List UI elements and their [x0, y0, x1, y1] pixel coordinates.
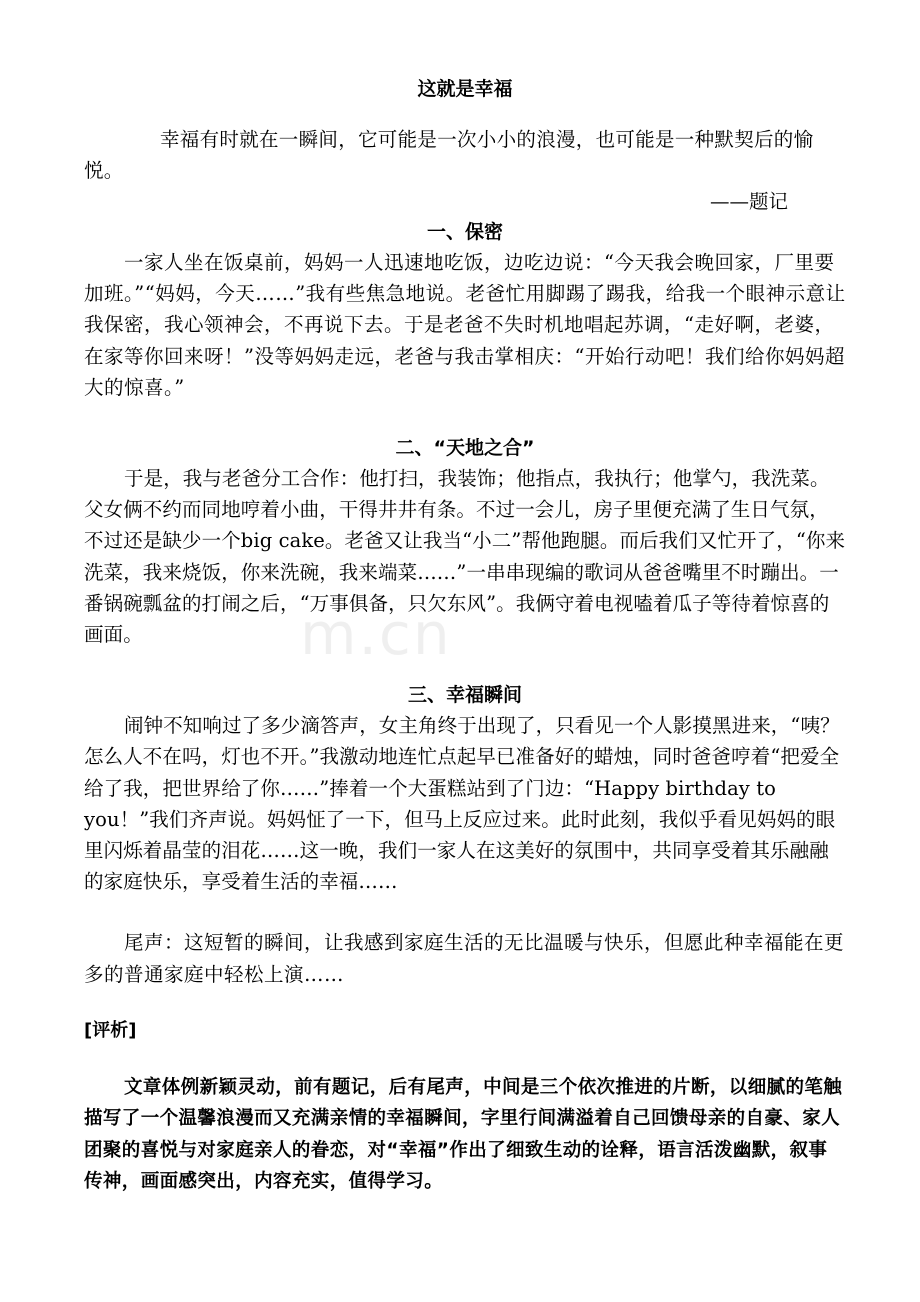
- section-2: [84, 433, 846, 650]
- section-heading: 二、“天地之合”: [395, 437, 535, 460]
- section-1: [84, 217, 846, 403]
- section-heading: 三、幸福瞬间: [407, 684, 522, 707]
- section-paragraph: 闹钟不知响过了多少滴答声，女主角终于出现了，只看见一个人影摸黑进来，“咦？怎么人不在吗，灯也不开。”我激动地连忙点起早已准备好的蜡烛，同时爸爸哼着“把爱全给了我，把世界给了你……”捧着一个大蛋糕站到了门边：“Happy birthday to you！”我们齐声说。妈妈怔了一下，但马上反应过来。此时此刻，我似乎看见妈妈的眼里闪烁着晶莹的泪花……这一晚，我们一家人在这美好的氛围中，共同享受着其乐融融的家庭快乐，享受着生活的幸福……: [84, 714, 840, 894]
- comment-label: [评析]: [84, 1019, 137, 1041]
- inscription: 幸福有时就在一瞬间，它可能是一次小小的浪漫，也可能是一种默契后的愉悦。: [84, 128, 814, 182]
- inscription-signature: ——题记: [709, 190, 788, 213]
- document-title: 这就是幸福: [417, 78, 513, 100]
- epilogue: 尾声：这短暂的瞬间，让我感到家庭生活的无比温暖与快乐，但愿此种幸福能在更多的普通家庭中轻松上演……: [84, 931, 845, 986]
- watermark: m.cn: [300, 600, 452, 668]
- section-paragraph: 于是，我与老爸分工合作：他打扫，我装饰；他指点，我执行；他掌勺，我洗菜。父女俩不约而同地哼着小曲，干得井井有条。不过一会儿，房子里便充满了生日气氛，不过还是缺少一个big cake。老爸又让我当“小二”帮他跑腿。而后我们又忙开了，“你来洗菜，我来烧饭，你来洗碗，我来端菜……”一串串现编的歌词从爸爸嘴里不时蹦出。一番锅碗瓢盆的打闹之后，“万事俱备，只欠东风”。我俩守着电视嗑着瓜子等待着惊喜的画面。: [84, 467, 846, 647]
- comment-text: 文章体例新颖灵动，前有题记，后有尾声，中间是三个依次推进的片断，以细腻的笔触描写了一个温馨浪漫而又充满亲情的幸福瞬间，字里行间满溢着自己回馈母亲的自豪、家人团聚的喜悦与对家庭亲人的眷恋，对“幸福”作出了细致生动的诠释，语言活泼幽默，叙事传神，画面感突出，内容充实，值得学习。: [84, 1076, 843, 1193]
- section-heading: 一、保密: [426, 221, 503, 243]
- document-page: [84, 70, 846, 1198]
- section-3: [84, 680, 846, 897]
- section-paragraph: 一家人坐在饭桌前，妈妈一人迅速地吃饭，边吃边说：“今天我会晚回家，厂里要加班。”“妈妈，今天……”我有些焦急地说。老爸忙用脚踢了踢我，给我一个眼神示意让我保密，我心领神会，不再说下去。于是老爸不失时机地唱起苏调，“走好啊，老婆，在家等你回来呀！”没等妈妈走远，老爸与我击掌相庆：“开始行动吧！我们给你妈妈超大的惊喜。”: [84, 251, 846, 399]
